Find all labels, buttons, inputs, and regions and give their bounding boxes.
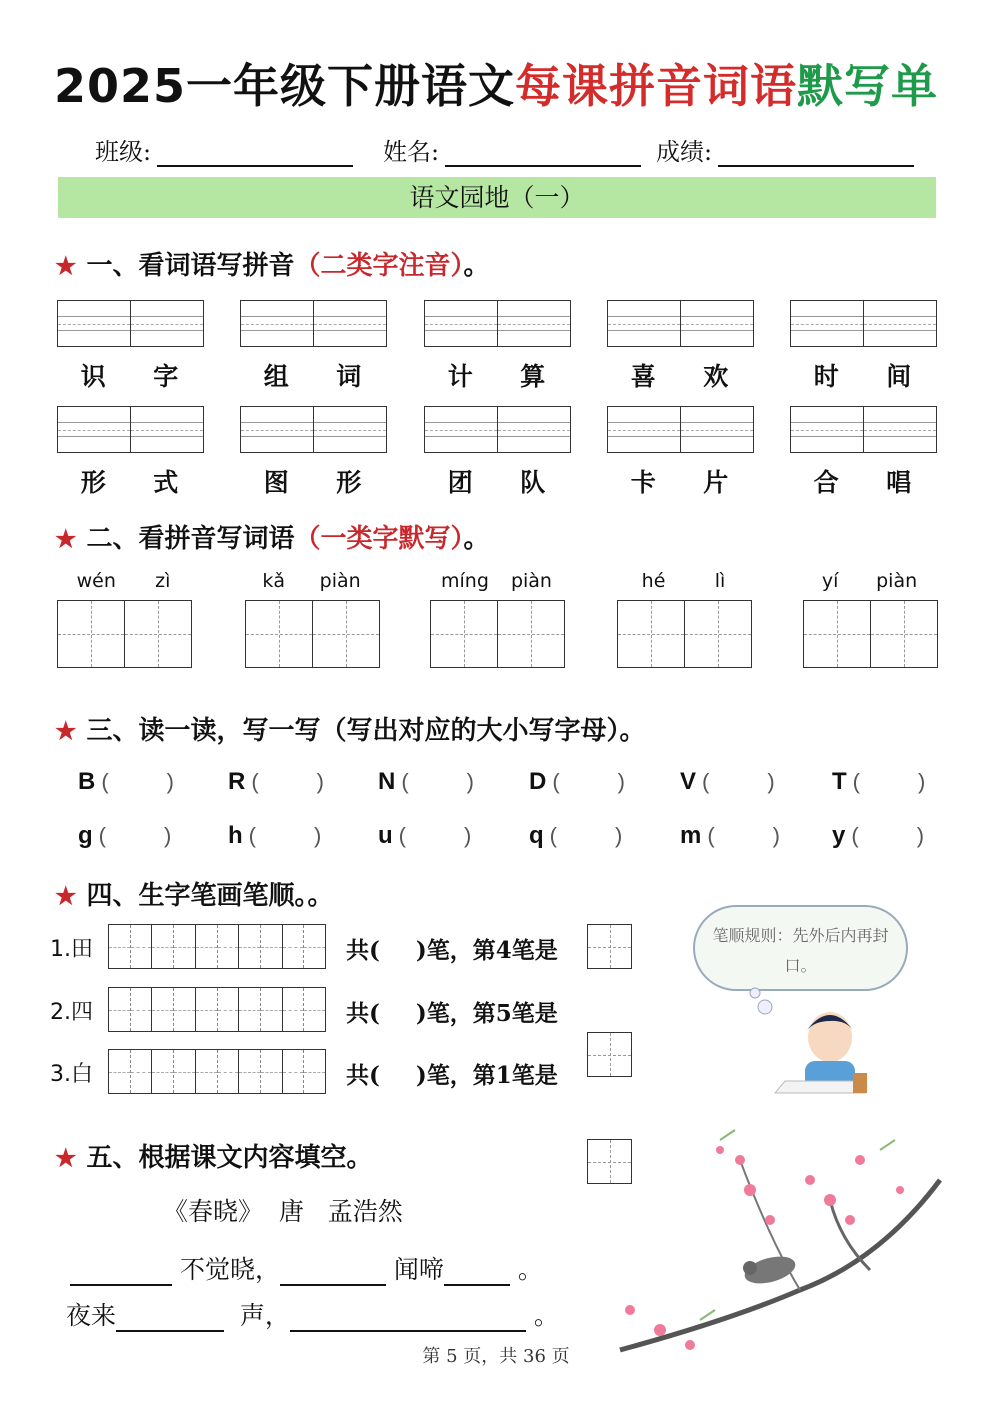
stroke-order-strip[interactable] bbox=[108, 987, 326, 1032]
score-label: 成绩: bbox=[656, 138, 713, 166]
pinyin-item bbox=[607, 406, 754, 499]
character: 算 bbox=[520, 362, 546, 391]
word-label bbox=[57, 463, 202, 499]
pinyin-writing-box[interactable] bbox=[424, 406, 571, 453]
stroke-char-label: 3.白 bbox=[50, 1062, 93, 1087]
class-label: 班级: bbox=[95, 138, 152, 166]
letter-item: R ( ) bbox=[228, 768, 324, 795]
poem-dynasty: 唐 bbox=[278, 1197, 304, 1226]
letter: h bbox=[228, 822, 243, 849]
pinyin-writing-box[interactable] bbox=[57, 300, 204, 347]
letter-item: m ( ) bbox=[680, 822, 780, 849]
pinyin-writing-box[interactable] bbox=[790, 300, 937, 347]
pinyin-syllable: piàn bbox=[510, 570, 552, 592]
name-field[interactable] bbox=[383, 132, 641, 167]
pinyin-syllable: lì bbox=[714, 570, 726, 592]
character: 组 bbox=[263, 362, 289, 391]
tian-grid-box[interactable] bbox=[617, 600, 752, 668]
word-writing-item bbox=[57, 570, 192, 668]
word-label bbox=[790, 463, 935, 499]
title-part3: 默写单 bbox=[797, 59, 939, 113]
letter: V bbox=[680, 768, 697, 795]
character: 式 bbox=[153, 468, 179, 497]
title-part1: 2025一年级下册语文 bbox=[53, 59, 516, 113]
star-icon: ★ bbox=[55, 251, 77, 280]
word-writing-item bbox=[430, 570, 565, 668]
title-part2: 每课拼音词语 bbox=[515, 59, 798, 113]
character: 唱 bbox=[886, 468, 912, 497]
letter: D bbox=[529, 768, 547, 795]
character: 形 bbox=[80, 468, 106, 497]
word-writing-item bbox=[617, 570, 752, 668]
blank[interactable] bbox=[280, 1256, 386, 1286]
pinyin-writing-box[interactable] bbox=[607, 406, 754, 453]
plum-blossom-illustration bbox=[600, 1120, 950, 1380]
poem-line-2: 夜来 声， 。 bbox=[66, 1301, 559, 1330]
pinyin-item bbox=[790, 300, 937, 393]
poem-title: 《春晓》 bbox=[163, 1197, 264, 1226]
section2-heading: ★ 二、看拼音写词语（一类字默写）。 bbox=[55, 524, 490, 554]
pinyin-label bbox=[617, 570, 750, 592]
tian-grid-box[interactable] bbox=[803, 600, 938, 668]
page-title bbox=[0, 50, 992, 116]
character: 片 bbox=[703, 468, 729, 497]
character: 卡 bbox=[630, 468, 656, 497]
word-label bbox=[790, 357, 935, 393]
lesson-banner: 语文园地（一） bbox=[58, 177, 936, 218]
score-field[interactable] bbox=[656, 132, 914, 167]
star-icon: ★ bbox=[55, 524, 77, 553]
pinyin-label bbox=[803, 570, 936, 592]
pinyin-syllable: zì bbox=[155, 570, 171, 592]
pinyin-syllable: kǎ bbox=[262, 570, 285, 592]
poem-heading bbox=[163, 1192, 403, 1228]
letter: B bbox=[78, 768, 96, 795]
star-icon: ★ bbox=[55, 1143, 77, 1172]
pinyin-syllable: míng bbox=[441, 570, 489, 592]
stroke-answer-box[interactable] bbox=[587, 1032, 632, 1077]
pinyin-syllable: piàn bbox=[319, 570, 361, 592]
letter-item: y ( ) bbox=[832, 822, 925, 849]
pinyin-label bbox=[430, 570, 563, 592]
name-label: 姓名: bbox=[383, 138, 440, 166]
pinyin-writing-box[interactable] bbox=[790, 406, 937, 453]
letter-item: q ( ) bbox=[529, 822, 623, 849]
class-field[interactable] bbox=[95, 132, 353, 167]
pinyin-item bbox=[424, 406, 571, 499]
pinyin-label bbox=[57, 570, 190, 592]
character: 欢 bbox=[703, 362, 729, 391]
letter-item: T ( ) bbox=[832, 768, 926, 795]
word-label bbox=[424, 463, 569, 499]
word-writing-item bbox=[803, 570, 938, 668]
pinyin-item bbox=[240, 300, 387, 393]
word-label bbox=[240, 357, 385, 393]
letter: y bbox=[832, 822, 846, 849]
blank[interactable] bbox=[116, 1302, 224, 1332]
letter-item: N ( ) bbox=[378, 768, 474, 795]
letter-item: D ( ) bbox=[529, 768, 625, 795]
character: 合 bbox=[813, 468, 839, 497]
student-writing-illustration bbox=[735, 985, 875, 1105]
character: 团 bbox=[447, 468, 473, 497]
stroke-answer-box[interactable] bbox=[587, 924, 632, 969]
pinyin-writing-box[interactable] bbox=[240, 300, 387, 347]
word-label bbox=[240, 463, 385, 499]
blank[interactable] bbox=[70, 1256, 172, 1286]
word-label bbox=[607, 357, 752, 393]
pinyin-syllable: wén bbox=[76, 570, 116, 592]
stroke-order-strip[interactable] bbox=[108, 1049, 326, 1094]
pinyin-item bbox=[57, 406, 204, 499]
stroke-question: 共( )笔，第1笔是 bbox=[346, 1062, 558, 1089]
stroke-question: 共( )笔，第4笔是 bbox=[346, 937, 558, 964]
character: 队 bbox=[520, 468, 546, 497]
letter-item: g ( ) bbox=[78, 822, 172, 849]
character: 间 bbox=[886, 362, 912, 391]
pinyin-writing-box[interactable] bbox=[240, 406, 387, 453]
pinyin-syllable: hé bbox=[641, 570, 666, 592]
poem-line-1: 不觉晓， 闻啼 。 bbox=[70, 1250, 543, 1286]
tian-grid-box[interactable] bbox=[245, 600, 380, 668]
section4-heading: ★ 四、生字笔画笔顺。。 bbox=[55, 881, 334, 911]
letter: m bbox=[680, 822, 702, 849]
letter: q bbox=[529, 822, 544, 849]
stroke-char-label: 1.田 bbox=[50, 937, 93, 962]
stroke-question: 共( )笔，第5笔是 bbox=[346, 1000, 558, 1027]
letter: N bbox=[378, 768, 396, 795]
blank[interactable] bbox=[290, 1302, 526, 1332]
word-label bbox=[607, 463, 752, 499]
section1-heading: ★ 一、看词语写拼音（二类字注音）。 bbox=[55, 251, 490, 281]
letter-item: V ( ) bbox=[680, 768, 775, 795]
word-label bbox=[57, 357, 202, 393]
character: 图 bbox=[263, 468, 289, 497]
letter: R bbox=[228, 768, 246, 795]
character: 形 bbox=[336, 468, 362, 497]
page-footer: 第 5 页，共 36 页 bbox=[422, 1346, 570, 1367]
tian-grid-box[interactable] bbox=[57, 600, 192, 668]
pinyin-syllable: piàn bbox=[876, 570, 918, 592]
pinyin-item bbox=[240, 406, 387, 499]
poem-author: 孟浩然 bbox=[327, 1197, 403, 1226]
pinyin-item bbox=[607, 300, 754, 393]
section3-heading: ★ 三、读一读，写一写（写出对应的大小写字母）。 bbox=[55, 716, 646, 746]
letter-item: B ( ) bbox=[78, 768, 174, 795]
letter: g bbox=[78, 822, 93, 849]
letter-item: h ( ) bbox=[228, 822, 322, 849]
character: 识 bbox=[80, 362, 106, 391]
blank[interactable] bbox=[444, 1256, 510, 1286]
character: 喜 bbox=[630, 362, 656, 391]
pinyin-item bbox=[790, 406, 937, 499]
section5-heading: ★ 五、根据课文内容填空。 bbox=[55, 1143, 373, 1173]
character: 计 bbox=[447, 362, 473, 391]
star-icon: ★ bbox=[55, 716, 77, 745]
stroke-rule-bubble: 笔顺规则：先外后内再封口。 bbox=[693, 905, 908, 991]
star-icon: ★ bbox=[55, 881, 77, 910]
stroke-order-strip[interactable] bbox=[108, 924, 326, 969]
letter-item: u ( ) bbox=[378, 822, 472, 849]
word-writing-item bbox=[245, 570, 380, 668]
pinyin-label bbox=[245, 570, 378, 592]
pinyin-writing-box[interactable] bbox=[607, 300, 754, 347]
stroke-char-label: 2.四 bbox=[50, 1000, 93, 1025]
pinyin-item bbox=[424, 300, 571, 393]
pinyin-item bbox=[57, 300, 204, 393]
character: 时 bbox=[813, 362, 839, 391]
pinyin-writing-box[interactable] bbox=[57, 406, 204, 453]
tian-grid-box[interactable] bbox=[430, 600, 565, 668]
character: 字 bbox=[153, 362, 179, 391]
word-label bbox=[424, 357, 569, 393]
pinyin-syllable: yí bbox=[821, 570, 839, 592]
letter: T bbox=[832, 768, 847, 795]
pinyin-writing-box[interactable] bbox=[424, 300, 571, 347]
letter: u bbox=[378, 822, 393, 849]
character: 词 bbox=[336, 362, 362, 391]
